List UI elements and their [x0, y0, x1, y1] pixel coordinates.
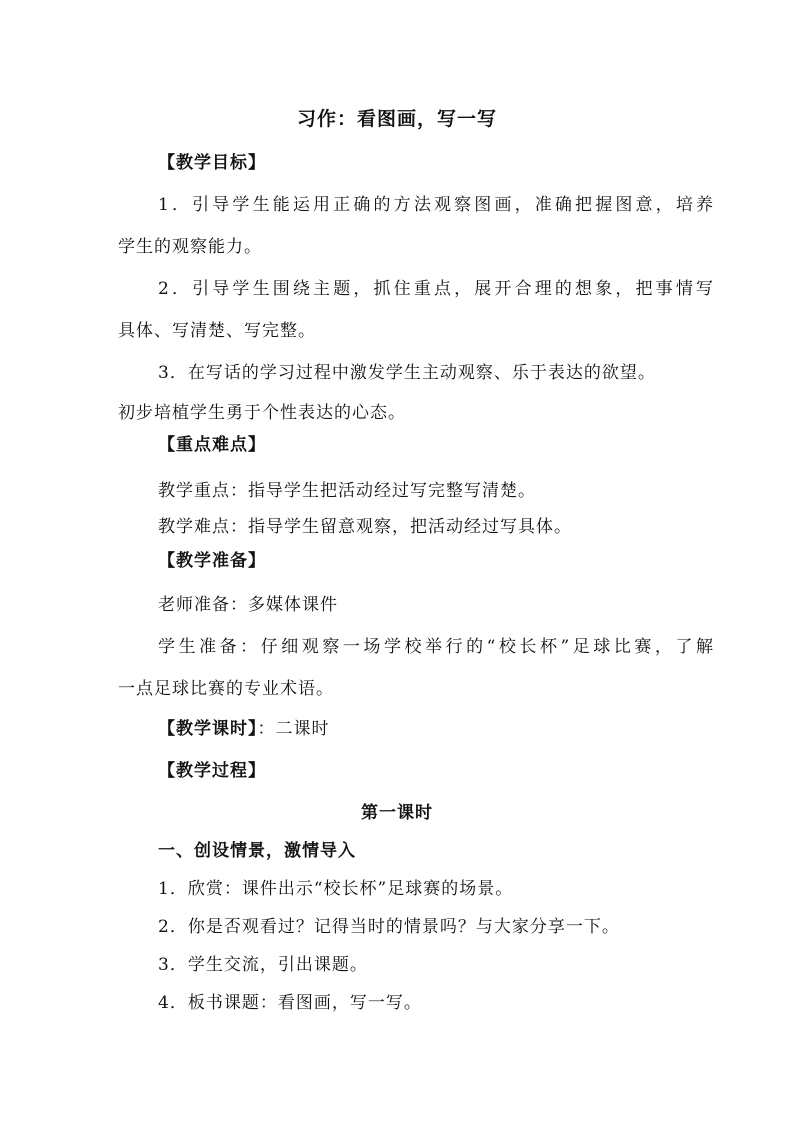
prep-student-line-1: 学生准备：仔细观察一场学校举行的“校长杯”足球比赛，了解: [158, 637, 714, 657]
step-3: 3．学生交流，引出课题。: [158, 955, 368, 975]
section-1-title: 一、创设情景，激情导入: [158, 841, 356, 861]
goal-3-line-2: 初步培植学生勇于个性表达的心态。: [118, 403, 406, 423]
step-4: 4．板书课题：看图画，写一写。: [158, 993, 422, 1013]
heading-teaching-goals: 【教学目标】: [158, 153, 266, 173]
goal-1-line-1: 1．引导学生能运用正确的方法观察图画，准确把握图意，培养: [158, 195, 714, 215]
goal-3-line-1: 3．在写话的学习过程中激发学生主动观察、乐于表达的欲望。: [158, 363, 656, 383]
heading-teaching-process: 【教学过程】: [158, 761, 266, 781]
heading-class-hours: 【教学课时】: [158, 719, 258, 739]
key-point-2: 教学难点：指导学生留意观察，把活动经过写具体。: [158, 517, 572, 537]
lesson-1-title: 第一课时: [361, 803, 433, 823]
goal-2-line-1: 2．引导学生围绕主题，抓住重点，展开合理的想象，把事情写: [158, 279, 714, 299]
prep-teacher: 老师准备：多媒体课件: [158, 595, 338, 615]
heading-preparation: 【教学准备】: [158, 551, 266, 571]
key-point-1: 教学重点：指导学生把活动经过写完整写清楚。: [158, 481, 536, 501]
goal-1-line-2: 学生的观察能力。: [118, 237, 262, 257]
step-2: 2．你是否观看过？记得当时的情景吗？与大家分享一下。: [158, 917, 620, 937]
document-title: 习作：看图画，写一写: [296, 108, 497, 130]
class-hours-value: ：二课时: [257, 719, 330, 739]
heading-key-points: 【重点难点】: [158, 435, 266, 455]
goal-2-line-2: 具体、写清楚、写完整。: [118, 321, 316, 341]
prep-student-line-2: 一点足球比赛的专业术语。: [118, 679, 334, 699]
step-1: 1．欣赏：课件出示“校长杯”足球赛的场景。: [158, 879, 514, 899]
class-hours-line: [158, 714, 330, 739]
